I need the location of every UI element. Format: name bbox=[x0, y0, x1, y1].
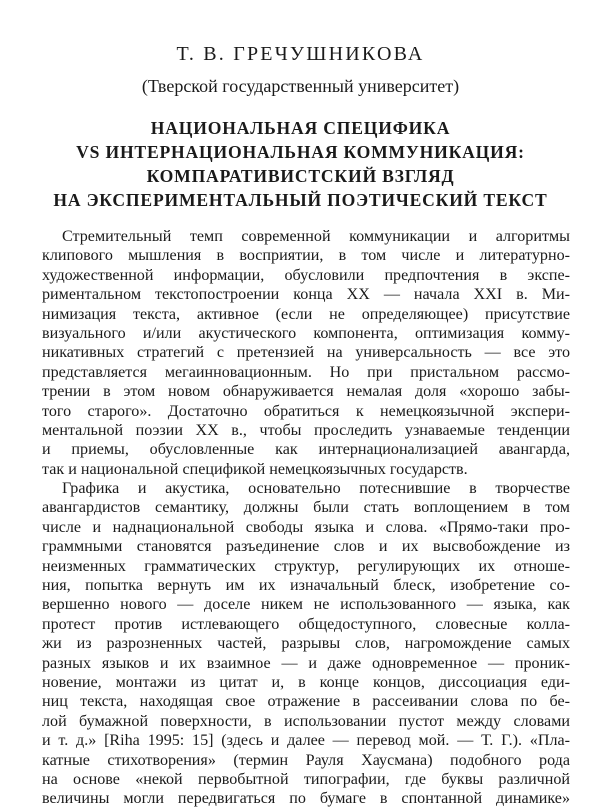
body-line: вершенно нового — доселе никем не использованного — языка, как bbox=[42, 596, 570, 614]
body-line: так и национальной спецификой немецкоязычных государств. bbox=[42, 460, 468, 478]
body-line: катные стихотворения» (термин Рауля Хаусмана) подобного рода bbox=[42, 751, 570, 769]
body-line: трении в этом новом обнаруживается немалая доля «хорошо забы- bbox=[42, 383, 570, 401]
body-line: лой бумажной поверхности, в использовании пустот между словами bbox=[42, 712, 570, 730]
body-line: и т. д.» [Riha 1995: 15] (здесь и далее — перевод мой. — Т. Г.). «Пла- bbox=[42, 732, 570, 750]
body-line: риментальном текстопостроении конца XX — начала XXI в. Ми- bbox=[42, 286, 570, 304]
author-name: Т. В. ГРЕЧУШНИКОВА bbox=[176, 43, 425, 65]
body-line: протест против истлевающего общедоступного, словесные колла- bbox=[42, 615, 570, 633]
body-line: никативных стратегий с претензией на универсальность — все это bbox=[42, 344, 570, 362]
body-line: и приемы, обусловленные как интернационализацией авангарда, bbox=[42, 441, 570, 459]
article-body bbox=[42, 227, 570, 809]
title-line: VS ИНТЕРНАЦИОНАЛЬНАЯ КОММУНИКАЦИЯ: bbox=[76, 142, 525, 162]
body-line: новение, монтажи из цитат и, в конце концов, диссоциация еди- bbox=[42, 673, 570, 691]
body-line: неизменных грамматических структур, регулирующих их отноше- bbox=[42, 557, 570, 575]
body-line: граммными становятся разъединение слов и их высвобождение из bbox=[42, 538, 570, 556]
body-line: на основе «некой первобытной типографии, где буквы различной bbox=[42, 770, 570, 788]
body-line: ментальной поэзии XX в., чтобы проследить узнаваемые тенденции bbox=[42, 421, 570, 439]
body-line: ниц текста, находящая свое отражение в рассеивании слова по бе- bbox=[42, 693, 570, 711]
body-line: Графика и акустика, основательно потеснившие в творчестве bbox=[62, 480, 570, 498]
title-line: НА ЭКСПЕРИМЕНТАЛЬНЫЙ ПОЭТИЧЕСКИЙ ТЕКСТ bbox=[53, 190, 548, 210]
body-line: величины могли передвигаться по бумаге в спонтанной динамике» bbox=[42, 790, 570, 808]
body-line: ния, попытка вернуть им их изначальный блеск, изобретение со- bbox=[42, 577, 570, 595]
body-line: нимизация текста, активное (если не определяющее) присутствие bbox=[42, 305, 570, 323]
author-affiliation: (Тверской государственный университет) bbox=[141, 76, 460, 96]
title-line: КОМПАРАТИВИСТСКИЙ ВЗГЛЯД bbox=[146, 166, 455, 186]
body-line: Стремительный темп современной коммуникации и алгоритмы bbox=[62, 228, 570, 245]
body-line: числе и наднациональной свободы языка и слова. «Прямо-таки про- bbox=[42, 518, 570, 536]
body-line: представляется мегаинновационным. Но при пристальном рассмо- bbox=[42, 363, 570, 381]
body-line: того старого». Достаточно обратиться к немецкоязычной экспери- bbox=[42, 402, 570, 420]
body-line: клипового мышления в восприятии, в том числе и литературно- bbox=[42, 247, 570, 265]
body-line: жи из разрозненных частей, разрывы слов, нагромождение самых bbox=[42, 635, 570, 653]
body-line: визуального и/или акустического компонента, оптимизация комму- bbox=[42, 324, 570, 342]
title-line: НАЦИОНАЛЬНАЯ СПЕЦИФИКА bbox=[150, 118, 451, 138]
body-line: художественной информации, обусловили предпочтения в экспе- bbox=[42, 266, 570, 284]
article-title bbox=[0, 116, 601, 212]
body-line: авангардистов семантику, должны были стать воплощением в том bbox=[42, 499, 570, 517]
body-line: разных языков и их взаимное — и даже одновременное — проник- bbox=[42, 654, 570, 672]
